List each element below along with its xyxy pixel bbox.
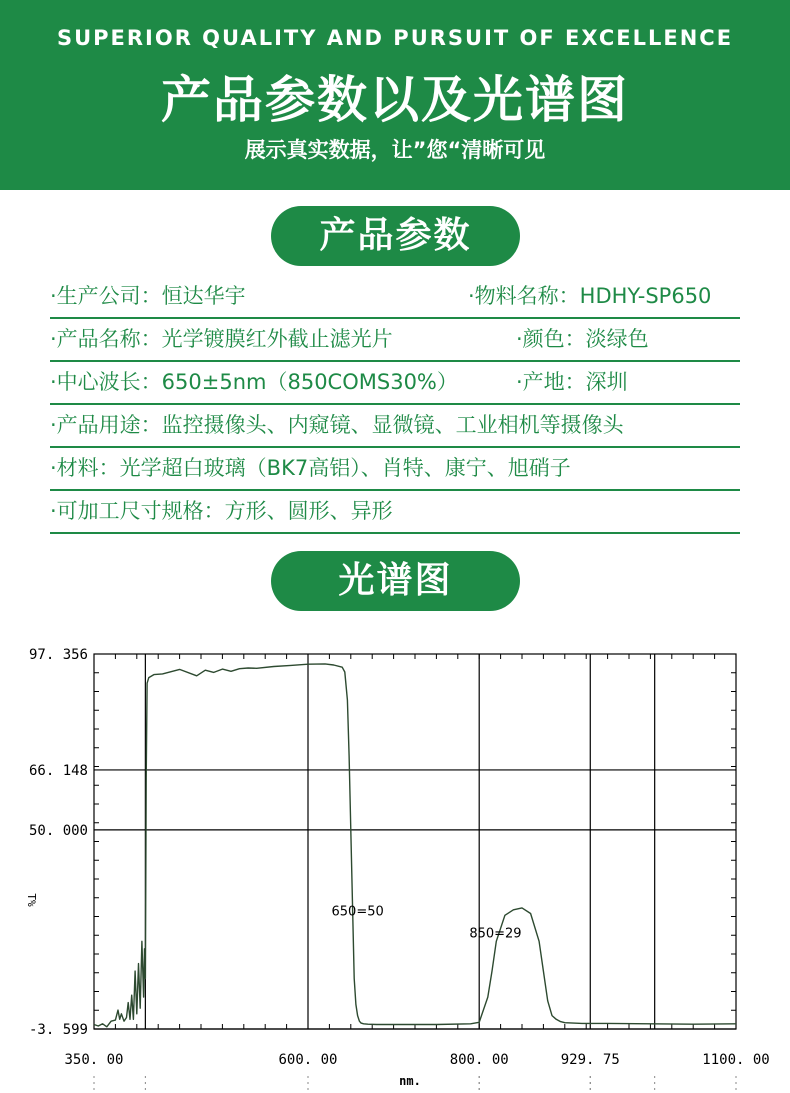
param-row-2 (50, 319, 740, 362)
param-materials: ·材料：光学超白玻璃（BK7高铝）、肖特、康宁、旭硝子 (50, 456, 571, 480)
x-tick-label-1: 600. 00 (278, 1052, 338, 1068)
x-tick-label-2: 800. 00 (449, 1052, 509, 1068)
param-row-3 (50, 362, 740, 405)
spectrum-svg (0, 636, 790, 1093)
x-tick-label-3: 929. 75 (560, 1052, 620, 1068)
param-row-5 (50, 448, 740, 491)
param-center-wavelength: ·中心波长：650±5nm（850COMS30%） (50, 370, 458, 394)
x-tick-label-0: 350. 00 (64, 1052, 124, 1068)
english-headline: SUPERIOR QUALITY AND PURSUIT OF EXCELLENCE (56, 26, 734, 50)
y-tick-label-1: 50. 000 (28, 822, 88, 839)
annotation-1: 850=29 (469, 926, 522, 942)
section-title-params: 产品参数 (271, 206, 520, 266)
param-color: ·颜色：淡绿色 (516, 327, 649, 351)
section-title-spectrum: 光谱图 (271, 551, 520, 611)
param-material-name: ·物料名称：HDHY-SP650 (468, 284, 712, 308)
y-axis-label: T% (25, 893, 38, 907)
param-sizes: ·可加工尺寸规格：方形、圆形、异形 (50, 499, 393, 523)
param-row-4 (50, 405, 740, 448)
param-row-6 (50, 491, 740, 534)
param-company: ·生产公司：恒达华宇 (50, 284, 246, 308)
param-origin: ·产地：深圳 (516, 370, 628, 394)
header-banner (0, 0, 790, 190)
plot-frame (94, 654, 736, 1029)
x-axis-label: nm. (399, 1074, 421, 1088)
spectrum-chart (0, 636, 790, 1093)
x-tick-label-4: 1100. 00 (702, 1052, 770, 1068)
annotation-0: 650=50 (331, 904, 384, 920)
subtitle: 展示真实数据，让”您“清晰可见 (244, 138, 546, 162)
params-table (50, 276, 740, 534)
chinese-headline: 产品参数以及光谱图 (161, 71, 629, 129)
y-tick-label-3: 97. 356 (28, 647, 88, 663)
y-tick-label-0: -3. 599 (28, 1022, 88, 1038)
param-row-1 (50, 276, 740, 319)
param-product-name: ·产品名称：光学镀膜红外截止滤光片 (50, 327, 393, 351)
y-tick-label-2: 66. 148 (28, 762, 88, 779)
param-usage: ·产品用途：监控摄像头、内窥镜、显微镜、工业相机等摄像头 (50, 413, 624, 437)
